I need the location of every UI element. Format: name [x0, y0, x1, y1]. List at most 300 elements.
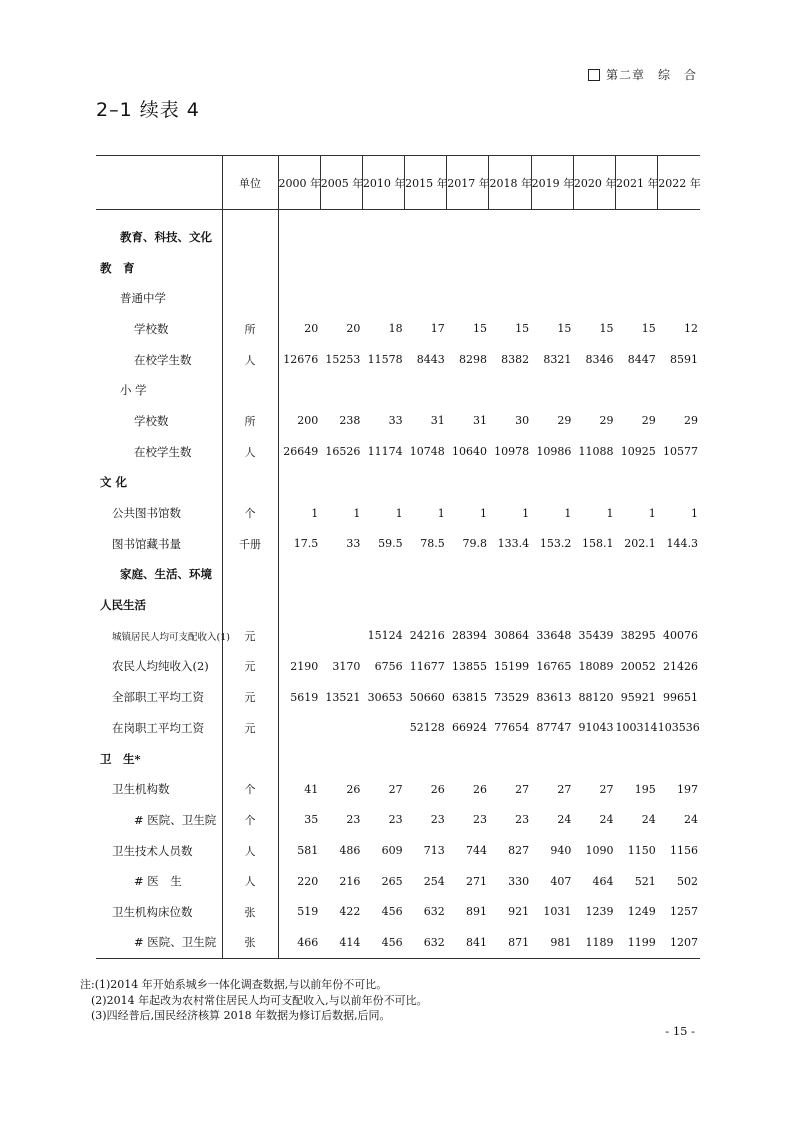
row-unit: 元	[222, 651, 278, 682]
table-row	[96, 805, 700, 836]
value-cell: 1031	[543, 905, 572, 919]
value-cell: 1090	[585, 844, 614, 858]
value-cell	[278, 713, 320, 744]
year-header: 2020 年	[573, 156, 615, 210]
footnote: (2)2014 年起改为农村常住居民人均可支配收入,与以前年份不可比。	[91, 993, 428, 1007]
value-cell: 24216	[409, 629, 445, 643]
value-cell	[489, 252, 531, 283]
value-cell: 18	[388, 322, 403, 336]
year-header: 2015 年	[405, 156, 447, 210]
row-unit: 所	[222, 314, 278, 345]
value-cell: 195	[634, 782, 656, 796]
value-cell: 16765	[536, 659, 572, 673]
value-cell: 158.1	[582, 537, 614, 551]
value-cell	[447, 252, 489, 283]
value-cell: 23	[430, 813, 445, 827]
value-cell	[362, 375, 404, 406]
value-cell: 8447	[627, 353, 656, 367]
value-cell: 6756	[374, 659, 403, 673]
value-cell: 981	[550, 935, 572, 949]
year-header: 2005 年	[320, 156, 362, 210]
value-cell	[320, 590, 362, 621]
table-row	[96, 252, 700, 283]
value-cell	[531, 590, 573, 621]
table-row	[96, 866, 700, 897]
value-cell: 466	[278, 927, 320, 958]
value-cell: 891	[465, 905, 487, 919]
value-cell: 841	[465, 935, 487, 949]
value-cell: 24	[599, 813, 614, 827]
value-cell: 254	[423, 874, 445, 888]
row-unit: 个	[222, 805, 278, 836]
table-body	[96, 210, 700, 959]
value-cell	[616, 467, 658, 498]
value-cell: 26	[472, 782, 487, 796]
value-cell	[573, 222, 615, 253]
value-cell: 10986	[536, 445, 572, 459]
table-row	[96, 559, 700, 590]
value-cell	[531, 559, 573, 590]
table-row	[96, 375, 700, 406]
value-cell: 1257	[670, 905, 698, 919]
value-cell	[447, 590, 489, 621]
value-cell	[658, 252, 700, 283]
row-label: 家庭、生活、环境	[120, 567, 212, 582]
year-header: 2000 年	[278, 156, 320, 210]
value-cell	[320, 467, 362, 498]
value-cell	[278, 743, 320, 774]
table-row	[96, 222, 700, 253]
row-label: 公共图书馆数	[112, 506, 181, 521]
value-cell: 8346	[585, 353, 614, 367]
value-cell: 1207	[670, 935, 698, 949]
spacer-cell	[222, 210, 278, 222]
value-cell: 41	[278, 774, 320, 805]
table-row	[96, 436, 700, 467]
value-cell	[278, 590, 320, 621]
value-cell	[489, 467, 531, 498]
value-cell: 12	[684, 322, 698, 336]
value-cell	[573, 252, 615, 283]
value-cell: 29	[684, 414, 698, 428]
row-label: 教育、科技、文化	[120, 229, 212, 244]
value-cell: 11174	[367, 445, 403, 459]
value-cell: 26649	[278, 436, 320, 467]
value-cell: 1	[648, 506, 656, 520]
value-cell: 1	[564, 506, 572, 520]
value-cell: 33	[388, 414, 403, 428]
value-cell: 238	[339, 414, 361, 428]
value-cell: 21426	[663, 659, 698, 673]
value-cell	[573, 559, 615, 590]
row-label: 城镇居民人均可支配收入(1)	[112, 631, 230, 643]
row-unit: 人	[222, 835, 278, 866]
table-row	[96, 774, 700, 805]
value-cell: 63815	[451, 690, 487, 704]
value-cell: 2190	[278, 651, 320, 682]
table-row	[96, 682, 700, 713]
value-cell: 8321	[543, 353, 572, 367]
row-label: 人民生活	[100, 598, 146, 613]
value-cell: 59.5	[378, 537, 403, 551]
value-cell	[320, 222, 362, 253]
row-unit	[222, 559, 278, 590]
value-cell: 100314	[615, 721, 658, 735]
value-cell	[278, 222, 320, 253]
value-cell: 26	[346, 782, 361, 796]
value-cell: 1249	[627, 905, 656, 919]
value-cell: 713	[423, 844, 445, 858]
value-cell: 103536	[657, 721, 700, 735]
value-cell	[278, 375, 320, 406]
value-cell	[573, 590, 615, 621]
value-cell: 24	[641, 813, 656, 827]
value-cell: 216	[339, 874, 361, 888]
value-cell	[531, 283, 573, 314]
value-cell: 88120	[578, 690, 614, 704]
value-cell: 3170	[332, 659, 361, 673]
value-cell	[278, 252, 320, 283]
value-cell	[489, 559, 531, 590]
table-row	[96, 743, 700, 774]
value-cell: 15	[515, 322, 530, 336]
value-cell: 1	[395, 506, 403, 520]
value-cell: 23	[472, 813, 487, 827]
value-cell: 24	[557, 813, 572, 827]
value-cell: 28394	[451, 629, 487, 643]
row-unit: 张	[222, 927, 278, 958]
value-cell	[362, 222, 404, 253]
value-cell	[362, 467, 404, 498]
value-cell: 31	[430, 414, 445, 428]
row-label: 图书馆藏书量	[112, 536, 181, 551]
value-cell	[531, 375, 573, 406]
value-cell: 609	[381, 844, 403, 858]
value-cell	[573, 467, 615, 498]
page-number: - 15 -	[665, 1024, 695, 1038]
value-cell: 18089	[578, 659, 614, 673]
value-cell	[489, 375, 531, 406]
value-cell	[405, 283, 447, 314]
value-cell: 27	[599, 782, 614, 796]
value-cell: 1239	[585, 905, 614, 919]
value-cell	[658, 590, 700, 621]
row-label: 普通中学	[120, 291, 166, 306]
value-cell: 30653	[367, 690, 403, 704]
value-cell: 29	[641, 414, 656, 428]
value-cell	[278, 620, 320, 651]
value-cell: 26	[430, 782, 445, 796]
value-cell: 50660	[409, 690, 445, 704]
value-cell	[447, 467, 489, 498]
value-cell	[320, 620, 362, 651]
row-label: 学校数	[134, 413, 169, 428]
value-cell: 10640	[451, 445, 487, 459]
table-row	[96, 651, 700, 682]
value-cell	[489, 590, 531, 621]
value-cell: 35	[278, 805, 320, 836]
value-cell: 220	[278, 866, 320, 897]
value-cell	[658, 222, 700, 253]
value-cell: 23	[388, 813, 403, 827]
value-cell: 1156	[670, 844, 698, 858]
value-cell: 1	[606, 506, 614, 520]
table-row	[96, 713, 700, 744]
value-cell	[320, 252, 362, 283]
row-unit: 所	[222, 406, 278, 437]
row-unit: 个	[222, 498, 278, 529]
value-cell: 521	[634, 874, 656, 888]
value-cell: 197	[677, 782, 698, 796]
row-unit: 元	[222, 713, 278, 744]
value-cell: 13855	[451, 659, 487, 673]
value-cell	[658, 375, 700, 406]
table-row	[96, 835, 700, 866]
value-cell: 15	[557, 322, 572, 336]
table-row	[96, 528, 700, 559]
value-cell: 1199	[627, 935, 656, 949]
row-unit: 元	[222, 620, 278, 651]
value-cell: 8443	[416, 353, 445, 367]
value-cell	[447, 375, 489, 406]
value-cell: 5619	[278, 682, 320, 713]
value-cell: 271	[465, 874, 487, 888]
value-cell	[531, 222, 573, 253]
square-icon	[588, 69, 600, 81]
value-cell	[531, 467, 573, 498]
value-cell: 144.3	[666, 537, 698, 551]
value-cell: 202.1	[624, 537, 656, 551]
value-cell: 29	[557, 414, 572, 428]
value-cell	[573, 743, 615, 774]
value-cell: 52128	[409, 721, 445, 735]
value-cell	[405, 222, 447, 253]
value-cell: 33648	[536, 629, 572, 643]
row-unit	[222, 222, 278, 253]
value-cell	[405, 559, 447, 590]
value-cell: 27	[557, 782, 572, 796]
value-cell: 38295	[620, 629, 656, 643]
value-cell	[320, 375, 362, 406]
chapter-title: 第二章 综 合	[605, 68, 697, 82]
value-cell	[531, 252, 573, 283]
value-cell: 632	[423, 935, 445, 949]
unit-header: 单位	[222, 156, 278, 210]
footnotes	[80, 977, 428, 1024]
value-cell: 486	[339, 844, 361, 858]
row-label: 小 学	[120, 383, 147, 398]
value-cell: 10577	[663, 445, 698, 459]
value-cell: 29	[599, 414, 614, 428]
value-cell: 10978	[494, 445, 530, 459]
value-cell: 15	[641, 322, 656, 336]
table-row	[96, 498, 700, 529]
value-cell: 30	[515, 414, 530, 428]
value-cell: 15253	[325, 353, 361, 367]
value-cell: 40076	[663, 629, 698, 643]
value-cell: 502	[677, 874, 698, 888]
row-label: 在岗职工平均工资	[112, 720, 204, 735]
value-cell	[362, 252, 404, 283]
value-cell: 921	[508, 905, 530, 919]
value-cell: 133.4	[497, 537, 530, 551]
value-cell: 24	[684, 813, 698, 827]
value-cell	[362, 559, 404, 590]
value-cell: 15124	[367, 629, 403, 643]
value-cell: 17	[430, 322, 445, 336]
value-cell: 78.5	[420, 537, 445, 551]
value-cell: 519	[278, 897, 320, 928]
row-label: 全部职工平均工资	[112, 690, 204, 705]
value-cell: 8298	[458, 353, 487, 367]
value-cell: 91043	[578, 721, 614, 735]
row-unit	[222, 283, 278, 314]
value-cell: 1150	[627, 844, 656, 858]
year-header: 2018 年	[489, 156, 531, 210]
value-cell	[531, 743, 573, 774]
value-cell: 1189	[585, 935, 614, 949]
value-cell: 20	[278, 314, 320, 345]
value-cell: 15199	[494, 659, 530, 673]
value-cell: 8382	[501, 353, 530, 367]
row-label: # 医院、卫生院	[134, 935, 217, 950]
row-label: 学校数	[134, 321, 169, 336]
value-cell: 10925	[620, 445, 656, 459]
value-cell: 330	[508, 874, 530, 888]
value-cell: 744	[465, 844, 487, 858]
value-cell: 1	[522, 506, 530, 520]
row-label: 文 化	[100, 475, 128, 490]
row-label: 卫生机构床位数	[112, 904, 193, 919]
value-cell: 1	[437, 506, 445, 520]
value-cell: 79.8	[462, 537, 487, 551]
value-cell: 10748	[409, 445, 445, 459]
value-cell: 23	[346, 813, 361, 827]
value-cell: 30864	[494, 629, 530, 643]
row-unit: 千册	[222, 528, 278, 559]
value-cell: 11088	[578, 445, 614, 459]
table-row	[96, 314, 700, 345]
value-cell: 871	[508, 935, 530, 949]
value-cell	[447, 559, 489, 590]
spacer-row	[96, 210, 700, 222]
value-cell	[447, 222, 489, 253]
row-label: 卫 生*	[100, 751, 141, 766]
footnote: (3)四经普后,国民经济核算 2018 年数据为修订后数据,后同。	[91, 1009, 391, 1022]
value-cell	[616, 283, 658, 314]
value-cell: 33	[346, 537, 361, 551]
value-cell: 1	[353, 506, 361, 520]
value-cell: 11677	[409, 659, 445, 673]
value-cell: 31	[472, 414, 487, 428]
value-cell: 87747	[536, 721, 572, 735]
value-cell: 13521	[325, 690, 361, 704]
row-unit	[222, 467, 278, 498]
value-cell	[489, 222, 531, 253]
value-cell: 265	[381, 874, 403, 888]
value-cell: 632	[423, 905, 445, 919]
year-header: 2021 年	[616, 156, 658, 210]
row-unit: 元	[222, 682, 278, 713]
row-label: 在校学生数	[134, 444, 192, 459]
row-label: 教 育	[100, 260, 135, 275]
value-cell: 83613	[536, 690, 572, 704]
year-header: 2022 年	[658, 156, 700, 210]
value-cell	[320, 283, 362, 314]
table-row	[96, 897, 700, 928]
row-unit: 人	[222, 436, 278, 467]
row-label: # 医院、卫生院	[134, 812, 217, 827]
table-row	[96, 927, 700, 958]
row-unit: 张	[222, 897, 278, 928]
table-row	[96, 406, 700, 437]
value-cell: 23	[515, 813, 530, 827]
value-cell: 153.2	[539, 537, 572, 551]
table-row	[96, 620, 700, 651]
value-cell	[447, 283, 489, 314]
value-cell	[405, 252, 447, 283]
value-cell: 200	[278, 406, 320, 437]
value-cell	[616, 590, 658, 621]
row-label: 卫生机构数	[112, 782, 170, 797]
value-cell	[447, 743, 489, 774]
value-cell: 20052	[620, 659, 656, 673]
value-cell: 1	[691, 506, 698, 520]
table-header-row	[96, 156, 700, 210]
value-cell	[573, 375, 615, 406]
value-cell	[658, 559, 700, 590]
spacer-cell	[96, 210, 222, 222]
value-cell: 77654	[494, 721, 530, 735]
value-cell	[278, 467, 320, 498]
table-row	[96, 467, 700, 498]
year-header: 2017 年	[447, 156, 489, 210]
value-cell: 66924	[451, 721, 487, 735]
value-cell: 35439	[578, 629, 614, 643]
value-cell	[616, 743, 658, 774]
row-unit: 个	[222, 774, 278, 805]
label-header	[96, 156, 222, 210]
value-cell	[320, 559, 362, 590]
value-cell: 17.5	[278, 528, 320, 559]
chapter-header	[588, 66, 697, 83]
value-cell	[616, 252, 658, 283]
value-cell: 15	[472, 322, 487, 336]
value-cell: 407	[550, 874, 572, 888]
value-cell: 20	[346, 322, 361, 336]
value-cell: 11578	[367, 353, 403, 367]
value-cell	[405, 467, 447, 498]
value-cell: 27	[515, 782, 530, 796]
value-cell: 73529	[494, 690, 530, 704]
value-cell	[405, 375, 447, 406]
value-cell	[278, 559, 320, 590]
table-title: 2–1 续表 4	[96, 99, 200, 121]
value-cell	[616, 222, 658, 253]
row-label: 农民人均纯收入(2)	[112, 659, 209, 674]
value-cell	[616, 559, 658, 590]
value-cell	[616, 375, 658, 406]
spacer-cell	[278, 210, 700, 222]
value-cell	[278, 283, 320, 314]
value-cell: 414	[339, 935, 361, 949]
value-cell: 27	[388, 782, 403, 796]
value-cell: 422	[339, 905, 361, 919]
value-cell: 12676	[278, 344, 320, 375]
year-header: 2019 年	[531, 156, 573, 210]
value-cell: 15	[599, 322, 614, 336]
row-unit	[222, 375, 278, 406]
